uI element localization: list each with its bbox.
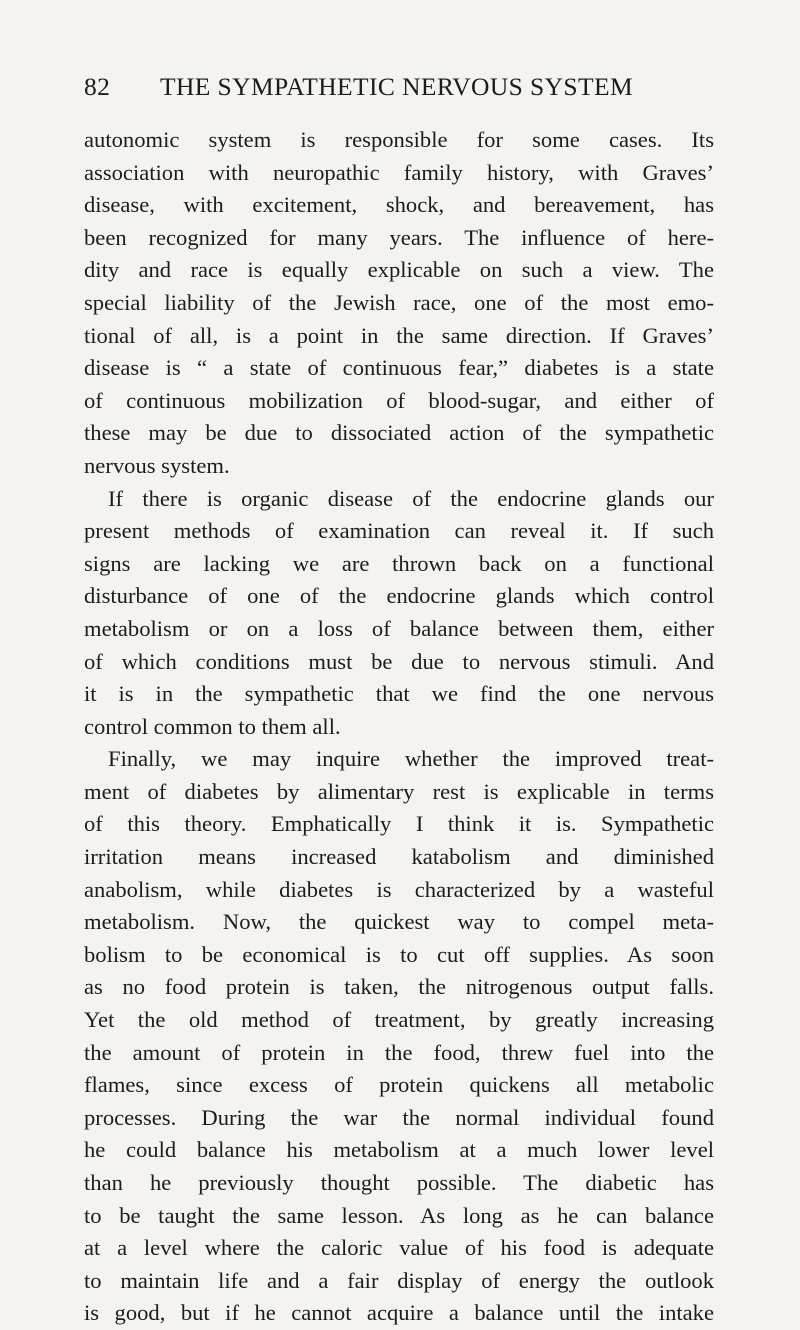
- body-text: [84, 124, 714, 1330]
- text-line: of continuous mobilization of blood-sugar, and either of: [84, 387, 714, 413]
- text-line: at a level where the caloric value of his food is adequate: [84, 1235, 714, 1261]
- text-line: signs are lacking we are thrown back on a functional: [84, 550, 714, 576]
- text-line: to maintain life and a fair display of energy the outlook: [84, 1267, 714, 1293]
- text-line: flames, since excess of protein quickens all metabolic: [84, 1072, 714, 1098]
- text-line: is good, but if he cannot acquire a balance until the intake: [84, 1300, 714, 1326]
- text-line: association with neuropathic family history, with Graves’: [84, 159, 714, 185]
- text-line: If there is organic disease of the endocrine glands our: [108, 485, 714, 511]
- text-line: processes. During the war the normal individual found: [84, 1104, 714, 1130]
- text-line: tional of all, is a point in the same direction. If Graves’: [84, 322, 714, 348]
- text-line: irritation means increased katabolism and diminished: [84, 844, 714, 870]
- text-line: as no food protein is taken, the nitrogenous output falls.: [84, 974, 714, 1000]
- text-line: of which conditions must be due to nervous stimuli. And: [84, 648, 714, 674]
- text-line: these may be due to dissociated action of the sympathetic: [84, 420, 714, 446]
- text-line: metabolism or on a loss of balance between them, either: [84, 615, 714, 641]
- running-title: THE SYMPATHETIC NERVOUS SYSTEM: [160, 72, 634, 101]
- text-line: of this theory. Emphatically I think it is. Sympathetic: [84, 811, 714, 837]
- text-line: disease, with excitement, shock, and bereavement, has: [84, 192, 714, 218]
- text-line: special liability of the Jewish race, one of the most emo-: [84, 289, 714, 315]
- text-line: the amount of protein in the food, threw fuel into the: [84, 1039, 714, 1065]
- text-line: to be taught the same lesson. As long as he can balance: [84, 1202, 714, 1228]
- text-line: been recognized for many years. The influence of here-: [84, 224, 714, 250]
- text-line: control common to them all.: [84, 713, 341, 739]
- text-line: present methods of examination can reveal it. If such: [84, 518, 714, 544]
- text-line: than he previously thought possible. The diabetic has: [84, 1170, 714, 1195]
- text-line: bolism to be economical is to cut off supplies. As soon: [84, 941, 714, 967]
- text-line: metabolism. Now, the quickest way to compel meta-: [84, 909, 714, 935]
- text-line: disturbance of one of the endocrine glands which control: [84, 583, 714, 609]
- text-line: anabolism, while diabetes is characterized by a wasteful: [84, 876, 714, 902]
- text-line: nervous system.: [84, 452, 230, 478]
- text-line: autonomic system is responsible for some cases. Its: [84, 127, 714, 152]
- text-line: Finally, we may inquire whether the improved treat-: [108, 746, 714, 772]
- text-line: he could balance his metabolism at a much lower level: [84, 1137, 714, 1163]
- text-line: Yet the old method of treatment, by greatly increasing: [84, 1007, 714, 1033]
- page-number: 82: [84, 72, 111, 101]
- running-head: [84, 72, 714, 112]
- text-line: it is in the sympathetic that we find the one nervous: [84, 681, 714, 707]
- text-line: dity and race is equally explicable on such a view. The: [84, 257, 714, 283]
- text-line: disease is “ a state of continuous fear,” diabetes is a state: [84, 355, 714, 381]
- text-line: ment of diabetes by alimentary rest is explicable in terms: [84, 778, 714, 804]
